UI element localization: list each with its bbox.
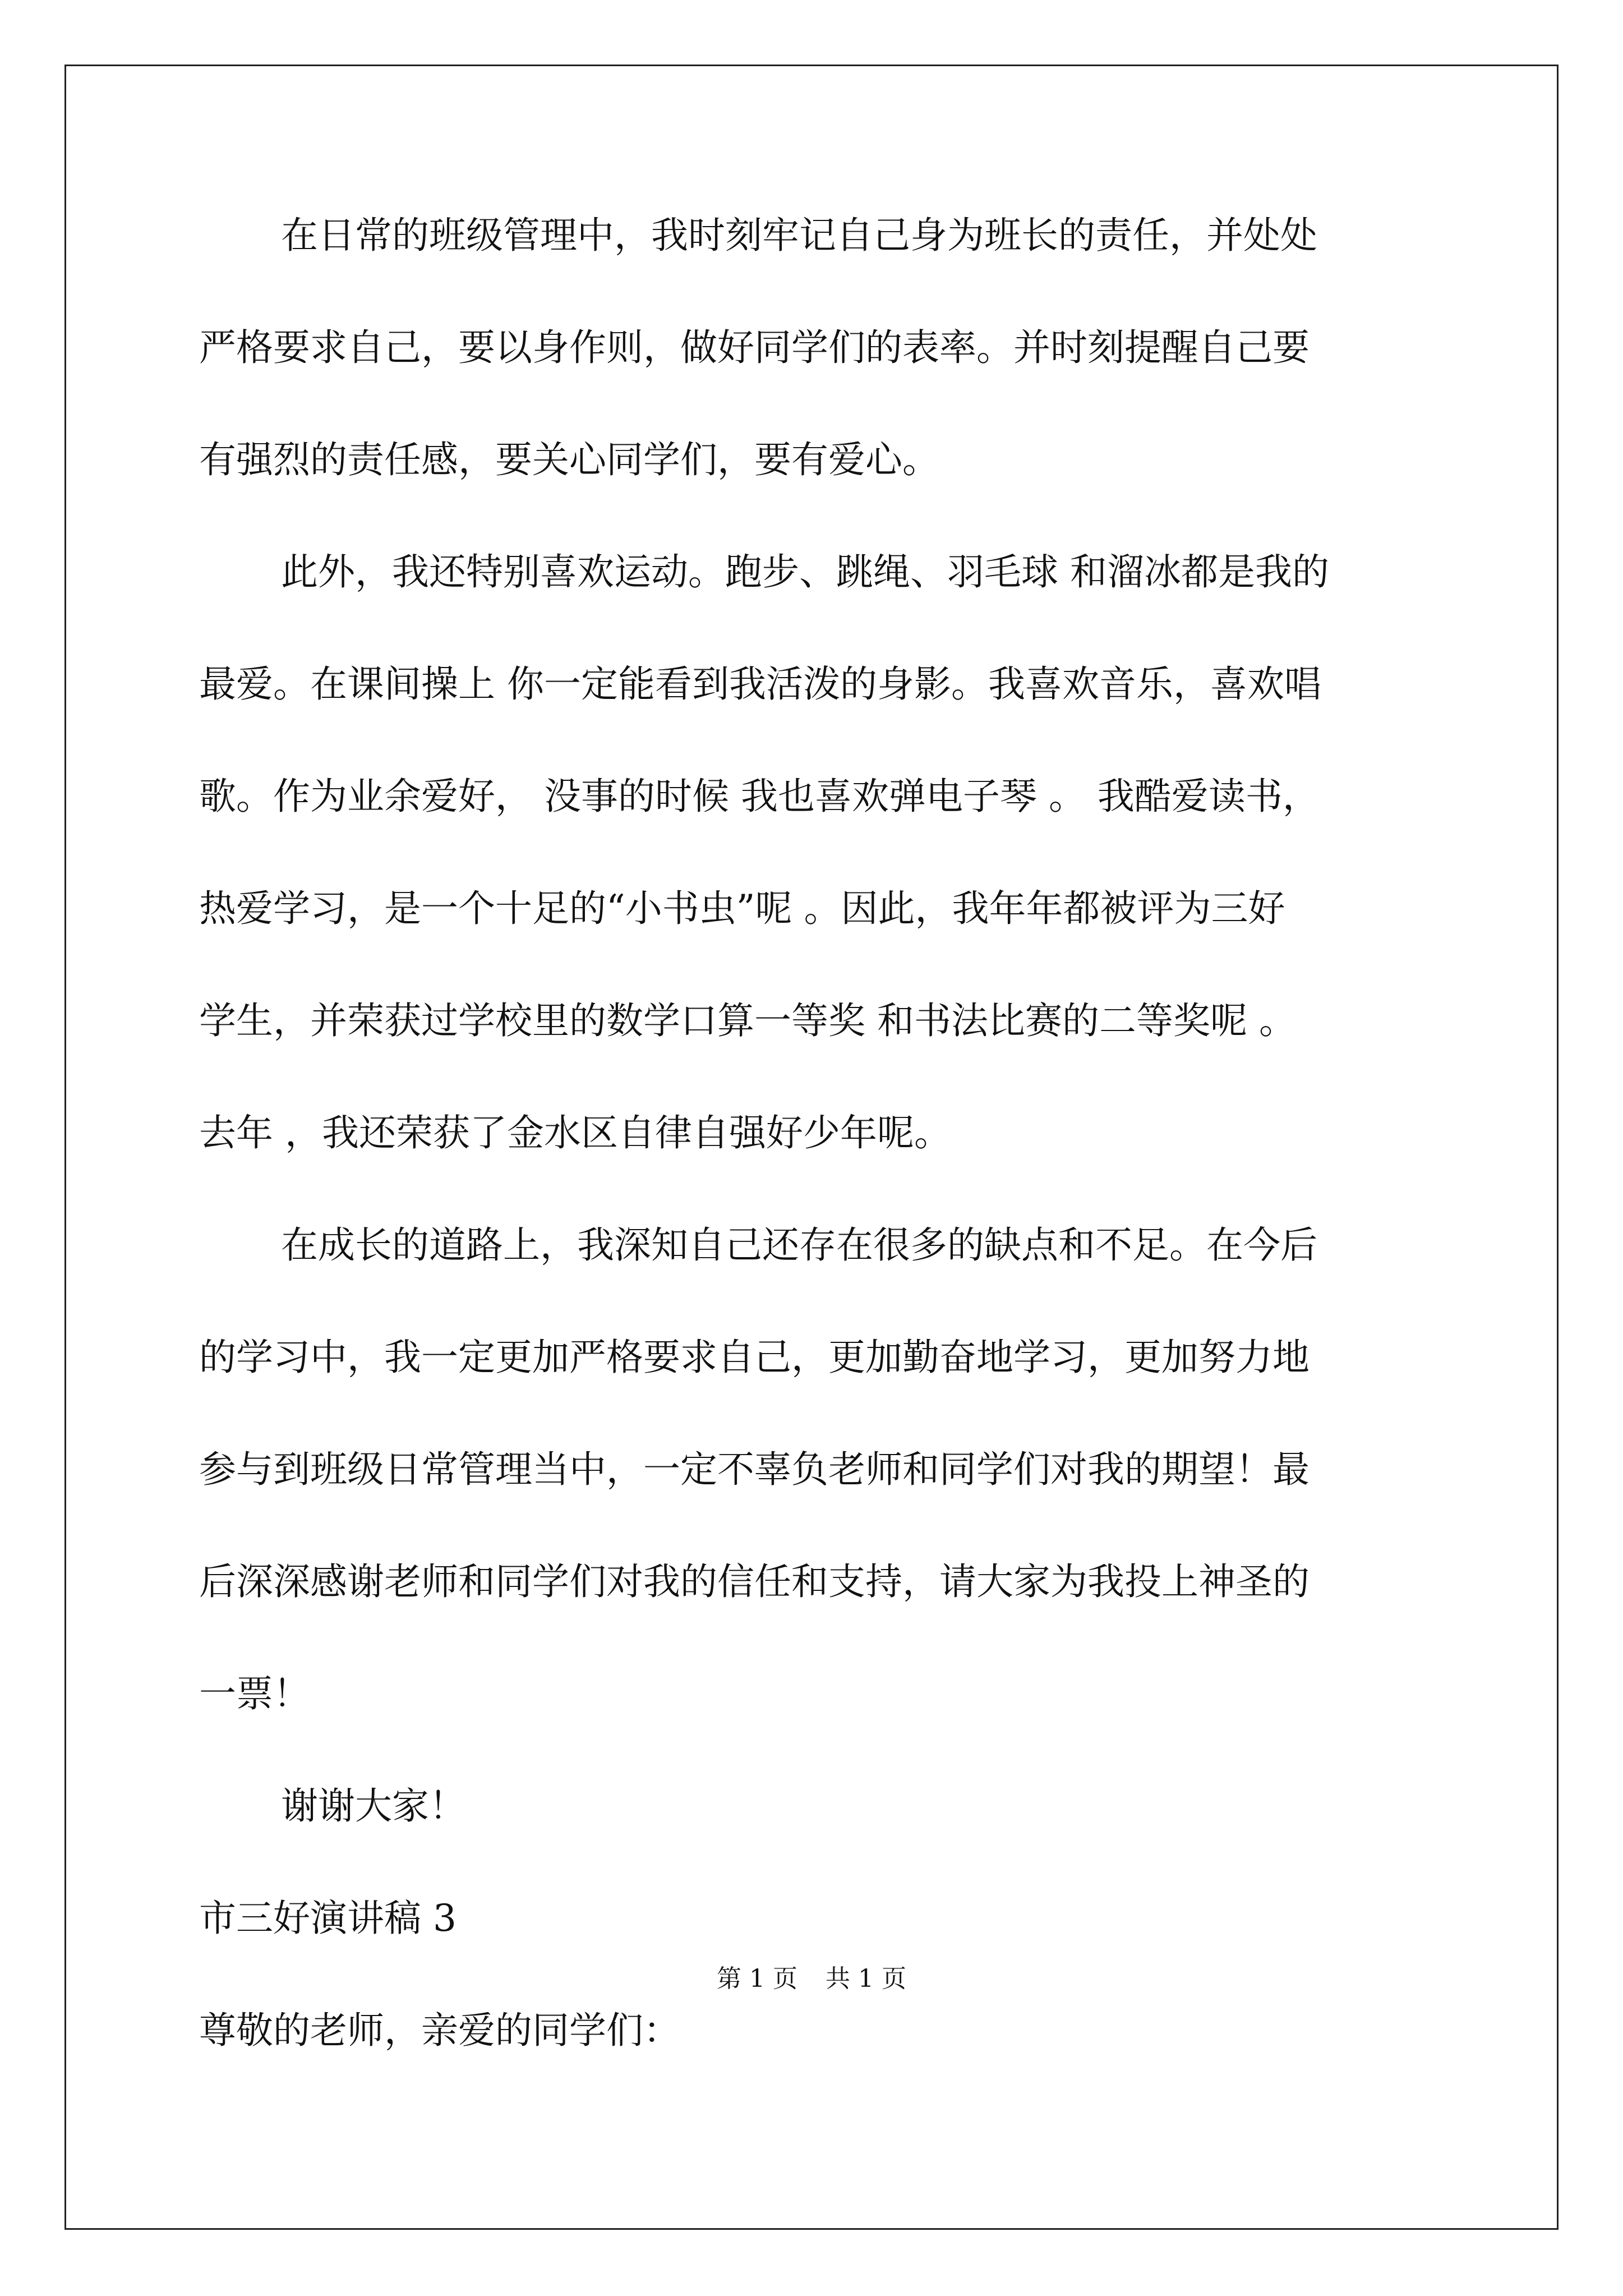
- paragraph-line: 此外，我还特别喜欢运动。跑步、跳绳、羽毛球 和溜冰都是我的: [281, 550, 1329, 593]
- section-heading: 市三好演讲稿 3: [199, 1897, 457, 1940]
- paragraph-line: 一票！: [199, 1672, 310, 1715]
- closing-line: 谢谢大家！: [281, 1784, 466, 1828]
- paragraph-line: 歌。作为业余爱好， 没事的时候 我也喜欢弹电子琴 。 我酷爱读书，: [199, 775, 1320, 818]
- paragraph-line: 在成长的道路上，我深知自己还存在很多的缺点和不足。在今后: [281, 1223, 1317, 1267]
- paragraph-line: 后深深感谢老师和同学们对我的信任和支持，请大家为我投上神圣的: [199, 1560, 1310, 1603]
- paragraph-line: 最爱。在课间操上 你一定能看到我活泼的身影。我喜欢音乐，喜欢唱: [199, 662, 1321, 706]
- salutation-line: 尊敬的老师，亲爱的同学们：: [199, 2009, 680, 2052]
- paragraph-line: 参与到班级日常管理当中，一定不辜负老师和同学们对我的期望！最: [199, 1448, 1310, 1491]
- paragraph-line: 的学习中，我一定更加严格要求自己，更加勤奋地学习，更加努力地: [199, 1336, 1310, 1379]
- page-footer: [0, 1963, 1623, 1995]
- paragraph-line: 热爱学习，是一个十足的“小书虫”呢 。因此，我年年都被评为三好: [199, 887, 1285, 930]
- page-total: 共 1 页: [826, 1964, 906, 1993]
- paragraph-line: 有强烈的责任感，要关心同学们，要有爱心。: [199, 438, 939, 481]
- paragraph-line: 在日常的班级管理中，我时刻牢记自己身为班长的责任，并处处: [281, 214, 1317, 257]
- paragraph-line: 严格要求自己，要以身作则，做好同学们的表率。并时刻提醒自己要: [199, 326, 1310, 369]
- paragraph-line: 去年 ，我还荣获了金水区自律自强好少年呢。: [199, 1111, 951, 1154]
- page-number: 第 1 页: [717, 1964, 797, 1993]
- paragraph-line: 学生，并荣获过学校里的数学口算一等奖 和书法比赛的二等奖呢 。: [199, 999, 1296, 1042]
